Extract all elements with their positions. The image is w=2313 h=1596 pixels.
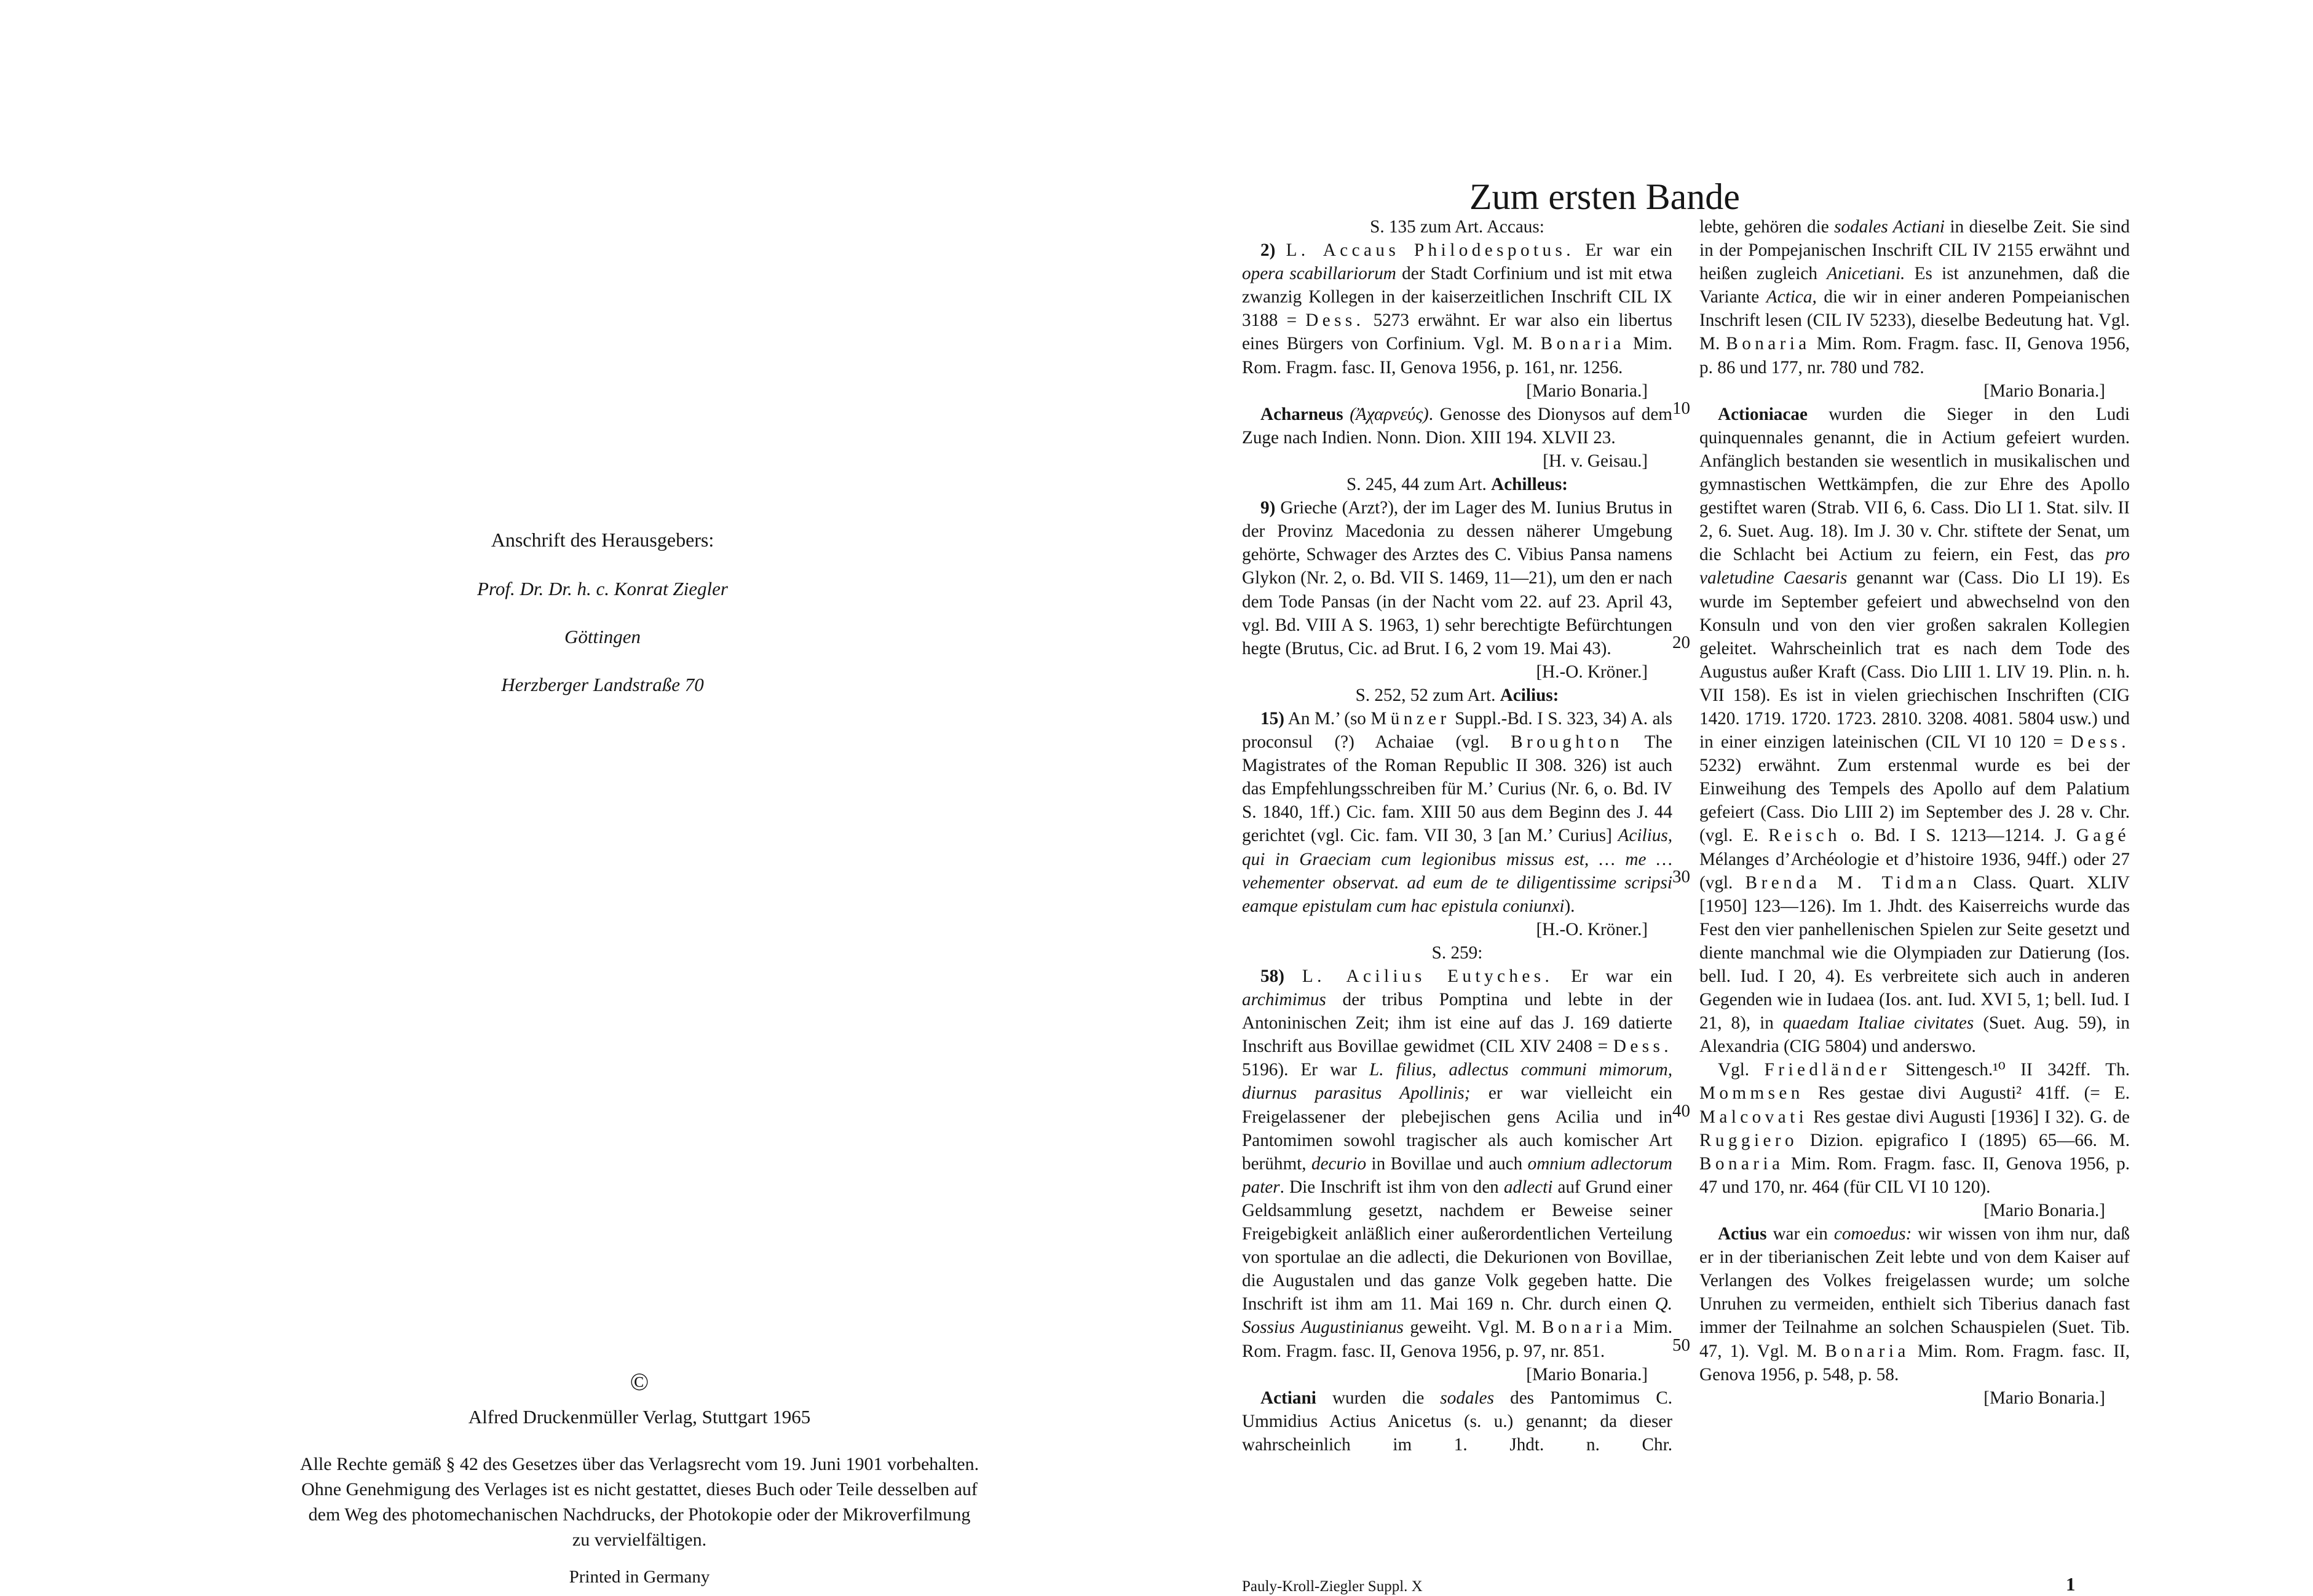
italic-run: L. filius, adlectus communi mimorum, diurnus parasitus Apollinis; bbox=[1242, 1060, 1672, 1104]
publisher-imprint-block bbox=[203, 1368, 1076, 1588]
entry-accaus bbox=[1242, 239, 1672, 379]
spaced-name: Reisch bbox=[1768, 826, 1841, 846]
text-run: Res gestae divi Augusti [1936] I 32). G. de bbox=[1808, 1107, 2130, 1127]
text-run: Class. Quart. XLIV [1950] 123—126). Im 1. Jhdt. des Kaiserreichs wurde das Fest den vier panhellenischen Spielen zur Seite gesetzt und diente manchmal wie die Olympiaden zur Datierung (Ios. bell. Iud. I 20, 4). Es verbreitete sich auch in anderen Gegenden wie in Iudaea (Ios. ant. Iud. XVI 5, 1; bell. Iud. I 21, 8), in bbox=[1699, 872, 2130, 1033]
italic-run: archimimus bbox=[1242, 990, 1326, 1010]
text-run: wurden die Sieger in den Ludi quinquennales genannt, die in Actium gefeiert wurden. Anfänglich bestanden sie wesentlich in musikalischen und gymnastischen Wettkämpfen, die zur Ehre des Apollo gestiftet waren (Strab. VII 6, 6. Cass. Dio LI 1. Stat. silv. II 2, 6. Suet. Aug. 18). Im J. 30 v. Chr. stiftete der Senat, um die Schlacht bei Actium zu feiern, ein Fest, das bbox=[1699, 404, 2130, 565]
text-run: der tribus Pomptina und lebte in der Antoninischen Zeit; ihm ist eine auf das J. 169 datierte Inschrift aus Bovillae gewidmet (CIL XIV 2408 = bbox=[1242, 990, 1672, 1057]
rights-line: Ohne Genehmigung des Verlages ist es nicht gestattet, dieses Buch oder Teile desselben auf bbox=[301, 1479, 978, 1499]
entry-reference bbox=[1242, 684, 1672, 707]
address-heading: Anschrift des Herausgebers: bbox=[491, 529, 714, 551]
text-run: wir wissen von ihm nur, daß er in der tiberianischen Zeit lebte und von dem Kaiser auf Verlangen des Volkes freigelassen wurde; um solche Unruhen zu vermeiden, enthielt sich Tiberius danach fast immer der Teilnahme an solchen Schauspielen (Suet. Tib. 47, 1). Vgl. M. bbox=[1699, 1224, 2130, 1361]
text-run: The Magistrates of the Roman Republic II 308. 326) ist auch das Empfehlungsschreiben für M.’ Curius (Nr. 6, o. Bd. IV S. 1840, 1ff.) Cic. fam. XIII 50 aus dem Beginn des J. 44 gerichtet (vgl. Cic. fam. VII 30, 3 [an M.’ Curius] bbox=[1242, 732, 1672, 846]
editor-street: Herzberger Landstraße 70 bbox=[501, 674, 704, 695]
text-run: 5273 erwähnt. Er war also ein libertus eines Bürgers von Corfinium. Vgl. M. bbox=[1242, 310, 1672, 354]
italic-run: opera scabillariorum bbox=[1242, 264, 1396, 284]
left-page bbox=[0, 0, 1156, 1594]
italic-run: sodales Actiani bbox=[1834, 217, 1945, 237]
entry-headword: Acharneus bbox=[1260, 404, 1343, 424]
text-run: Res gestae divi Augusti² 41ff. (= E. bbox=[1803, 1083, 2130, 1104]
spaced-name: Bonaria bbox=[1825, 1341, 1910, 1361]
right-text-column bbox=[1699, 215, 2130, 1410]
entry-reference bbox=[1242, 473, 1672, 496]
entry-author: [Mario Bonaria.] bbox=[1983, 381, 2105, 401]
entry-actioniacae bbox=[1699, 403, 2130, 1059]
text-run: Grieche (Arzt?), der im Lager des M. Iunius Brutus in der Provinz Macedonia zu dessen näherer Umgebung gehörte, Schwager des Arztes des C. Vibius Pansa namens Glykon (Nr. 2, o. Bd. VII S. 1469, 11—21), um den er nach dem Tode Pansas (in der Nacht vom 22. auf 23. April 43, vgl. Bd. VIII A S. 1963, 1) sehr berechtigte Befürchtungen hegte (Brutus, Cic. ad Brut. I 6, 2 vom 19. Mai 43). bbox=[1242, 498, 1672, 658]
reference-headword: Achilleus: bbox=[1491, 475, 1568, 495]
spaced-name: Münzer bbox=[1370, 708, 1450, 729]
spaced-name: Dess. bbox=[1613, 1037, 1672, 1057]
text-run: die wir in einer anderen Pompeianischen Inschrift lesen (CIL IV 5233), dieselbe Bedeutung hat. Vgl. M. bbox=[1699, 287, 2130, 354]
entry-author: [Mario Bonaria.] bbox=[1983, 1200, 2105, 1220]
italic-run: comoedus: bbox=[1833, 1224, 1912, 1244]
text-run: auf Grund einer Geldsammlung gesetzt, nachdem er Beweise seiner Freigebigkeit anläßlich einer außerordentlichen Verteilung von sportulae an die adlecti, die Dekurionen von Bovillae, die Augustalen und das ganze Volk gegeben hatte. Die Inschrift ist ihm am 11. Mai 169 n. Chr. durch einen bbox=[1242, 1177, 1672, 1314]
page-number: 1 bbox=[2066, 1573, 2076, 1595]
line-number: 30 bbox=[1672, 867, 1690, 887]
text-run: er war vielleicht ein Freigelassener der plebejischen gens Acilia und in Pantomimen sowohl tragischer als auch komischer Art berühmt, bbox=[1242, 1083, 1673, 1174]
entry-literature bbox=[1699, 1058, 2130, 1199]
rights-line: dem Weg des photomechanischen Nachdrucks, der Photokopie oder der Mikroverfilmung bbox=[308, 1504, 971, 1525]
text-run: (Suet. Aug. 59), in Alexandria (CIG 5804) und anderswo. bbox=[1699, 1013, 2130, 1057]
text-run: . Die Inschrift ist ihm von den bbox=[1279, 1177, 1504, 1197]
text-run: genannt war (Cass. Dio LI 19). Es wurde im September gefeiert und abwechselnd von den Konsuln und von den vier großen sakralen Kollegien geleitet. Wahrscheinlich trat es nach dem Tode des Augustus außer Kraft (Cass. Dio LIII 1. LIV 19. Plin. n. h. VII 158). Es ist in vielen griechischen Inschriften (CIG 1420. 1719. 1720. 1723. 2810. 3208. 4081. 5804 usw.) und in einer einzigen lateinischen (CIL VI 10 120 = bbox=[1699, 568, 2130, 753]
entry-acilius bbox=[1242, 707, 1672, 918]
spaced-name: Broughton bbox=[1511, 732, 1623, 753]
spaced-name: Dess. bbox=[2070, 732, 2130, 753]
entry-name: L. Accaus Philodespotus. bbox=[1286, 240, 1575, 261]
printed-in-germany: Printed in Germany bbox=[569, 1567, 710, 1587]
reference-text: S. 135 zum Art. Accaus: bbox=[1370, 217, 1544, 237]
greek-term: (Ἀχαρνεύς) bbox=[1343, 404, 1429, 424]
editor-address-block bbox=[430, 527, 775, 721]
text-run: An M.’ (so bbox=[1284, 708, 1371, 729]
text-run: lebte, gehören die bbox=[1699, 217, 1835, 237]
entry-headword: Actiani bbox=[1260, 1388, 1316, 1408]
entry-reference: S. 259: bbox=[1431, 942, 1483, 963]
entry-author: [H. v. Geisau.] bbox=[1543, 451, 1648, 471]
text-run: in Bovillae und auch bbox=[1366, 1153, 1528, 1174]
entry-author: [H.-O. Kröner.] bbox=[1536, 919, 1648, 939]
text-run: Suppl.-Bd. I S. 323, 34) A. als proconsul (?) Achaiae (vgl. bbox=[1242, 708, 1672, 753]
line-number: 10 bbox=[1672, 398, 1690, 418]
entry-eutyches bbox=[1242, 965, 1672, 1363]
spaced-name: Friedländer bbox=[1764, 1060, 1891, 1080]
spaced-name: Ruggiero bbox=[1699, 1130, 1798, 1150]
publisher-line: Alfred Druckenmüller Verlag, Stuttgart 1965 bbox=[468, 1406, 811, 1428]
rights-notice bbox=[203, 1452, 1076, 1552]
left-text-column bbox=[1242, 215, 1672, 1456]
editor-name: Prof. Dr. Dr. h. c. Konrat Ziegler bbox=[477, 578, 728, 599]
text-run: Mélanges d’Archéologie et d’histoire 1936, 94ff.) oder 27 (vgl. bbox=[1699, 849, 2130, 893]
text-run: war ein bbox=[1766, 1224, 1834, 1244]
entry-actiani-continued bbox=[1699, 215, 2130, 379]
italic-run: pro valetudine Caesaris bbox=[1699, 545, 2130, 588]
text-run: wurden die bbox=[1316, 1388, 1441, 1408]
italic-run: sodales bbox=[1440, 1388, 1494, 1408]
text-run: Mim. Rom. Fragm. fasc. II, Genova 1956, p. 161, nr. 1256. bbox=[1242, 334, 1672, 377]
entry-headword: Actioniacae bbox=[1718, 404, 1808, 424]
italic-run: Q. Sossius Augustinianus bbox=[1242, 1294, 1672, 1338]
entry-number: 58) bbox=[1260, 966, 1284, 986]
rights-line: zu vervielfältigen. bbox=[572, 1530, 707, 1550]
entry-name: L. Acilius Eutyches. bbox=[1302, 966, 1554, 986]
text-run: geweiht. Vgl. M. bbox=[1403, 1317, 1543, 1338]
spaced-name: Brenda M. Tidman bbox=[1745, 872, 1961, 893]
entry-reference bbox=[1242, 215, 1672, 239]
spaced-name: Bonaria bbox=[1540, 334, 1626, 354]
text-run: ). bbox=[1564, 896, 1575, 916]
text-run: Er war ein bbox=[1575, 240, 1672, 261]
italic-run: Actica, bbox=[1766, 287, 1817, 307]
italic-run: adlecti bbox=[1503, 1177, 1553, 1197]
text-run: in dieselbe Zeit. Sie sind in der Pompejanischen Inschrift CIL IV 2155 erwähnt und heißen zugleich bbox=[1699, 217, 2130, 284]
entry-author: [Mario Bonaria.] bbox=[1526, 381, 1648, 401]
spaced-name: Malcovati bbox=[1699, 1107, 1808, 1127]
reference-text: S. 252, 52 zum Art. bbox=[1355, 685, 1500, 705]
text-run: 5196). Er war bbox=[1242, 1060, 1369, 1080]
text-run: Vgl. bbox=[1718, 1060, 1765, 1080]
italic-run: omnium adlectorum pater bbox=[1242, 1153, 1672, 1197]
text-run: Mim. Rom. Fragm. fasc. II, Genova 1956, p. 97, nr. 851. bbox=[1242, 1317, 1672, 1361]
spaced-name: Mommsen bbox=[1699, 1083, 1804, 1104]
entry-actius bbox=[1699, 1222, 2130, 1386]
entry-number: 15) bbox=[1260, 708, 1284, 729]
text-run: Es ist anzunehmen, daß die Variante bbox=[1699, 264, 2130, 307]
reference-text: S. 245, 44 zum Art. bbox=[1346, 475, 1492, 495]
text-run: der Stadt Corfinium und ist mit etwa zwanzig Kollegen in der kaiserzeitlichen Inschrift CIL IX 3188 = bbox=[1242, 264, 1672, 331]
text-run: Mim. Rom. Fragm. fasc. II, Genova 1956, p. 548, p. 58. bbox=[1699, 1341, 2130, 1385]
text-run: 5232) erwähnt. Zum erstenmal wurde es bei der Einweihung des Tempels des Apollo auf dem Palatium gefeiert (Cass. Dio LIII 2) im September des J. 28 v. Chr. (vgl. E. bbox=[1699, 756, 2130, 846]
line-number: 50 bbox=[1672, 1335, 1690, 1355]
spaced-name: Dess. bbox=[1305, 310, 1365, 331]
spaced-name: Bonaria bbox=[1699, 1153, 1784, 1174]
copyright-symbol: © bbox=[630, 1368, 649, 1396]
entry-acharneus bbox=[1242, 403, 1672, 449]
entry-headword: Actius bbox=[1718, 1224, 1767, 1244]
entry-author: [Mario Bonaria.] bbox=[1983, 1388, 2105, 1408]
text-run: . Genosse des Dionysos auf dem Zuge nach Indien. Nonn. Dion. XIII 194. XLVII 23. bbox=[1242, 404, 1672, 448]
entry-number: 9) bbox=[1260, 498, 1276, 518]
footer-title: Pauly-Kroll-Ziegler Suppl. X bbox=[1242, 1578, 1423, 1595]
text-run: Mim. Rom. Fragm. fasc. II, Genova 1956, p. 86 und 177, nr. 780 und 782. bbox=[1699, 334, 2130, 377]
italic-run: Anicetiani. bbox=[1827, 264, 1905, 284]
line-number: 40 bbox=[1672, 1101, 1690, 1121]
page-title: Zum ersten Bande bbox=[1469, 176, 1740, 217]
italic-run: quaedam Italiae civitates bbox=[1782, 1013, 1974, 1033]
text-run: Mim. Rom. Fragm. fasc. II, Genova 1956, p. 47 und 170, nr. 464 (für CIL VI 10 120). bbox=[1699, 1153, 2130, 1197]
rights-line: Alle Rechte gemäß § 42 des Gesetzes über das Verlagsrecht vom 19. Juni 1901 vorbehalten. bbox=[299, 1454, 979, 1474]
text-run: Sittengesch.¹⁰ II 342ff. Th. bbox=[1890, 1060, 2130, 1080]
spaced-name: Bonaria bbox=[1542, 1317, 1627, 1338]
italic-run: Acilius, qui in Graeciam cum legionibus missus est, … me … vehementer observat. ad eum de te diligentissime scripsi eamque epistulam cum hac epistula coniunxi bbox=[1242, 826, 1672, 916]
reference-headword: Acilius: bbox=[1500, 685, 1559, 705]
entry-author: [Mario Bonaria.] bbox=[1526, 1364, 1648, 1385]
entry-number: 2) bbox=[1260, 240, 1276, 261]
text-run: Er war ein bbox=[1553, 966, 1672, 986]
entry-author: [H.-O. Kröner.] bbox=[1536, 662, 1648, 682]
entry-actiani bbox=[1242, 1386, 1672, 1456]
line-number: 20 bbox=[1672, 633, 1690, 652]
italic-run: decurio bbox=[1311, 1153, 1367, 1174]
editor-city: Göttingen bbox=[564, 626, 641, 647]
text-run: des Pantomimus C. Ummidius Actius Anicetus (s. u.) genannt; da dieser wahrscheinlich im 1. Jhdt. n. Chr. bbox=[1242, 1388, 1672, 1455]
spaced-name: Gagé bbox=[2076, 826, 2130, 846]
text-run: Dizion. epigrafico I (1895) 65—66. M. bbox=[1798, 1130, 2130, 1150]
text-run: o. Bd. I S. 1213—1214. J. bbox=[1841, 826, 2076, 846]
entry-achilleus bbox=[1242, 496, 1672, 660]
spaced-name: Bonaria bbox=[1726, 334, 1811, 354]
